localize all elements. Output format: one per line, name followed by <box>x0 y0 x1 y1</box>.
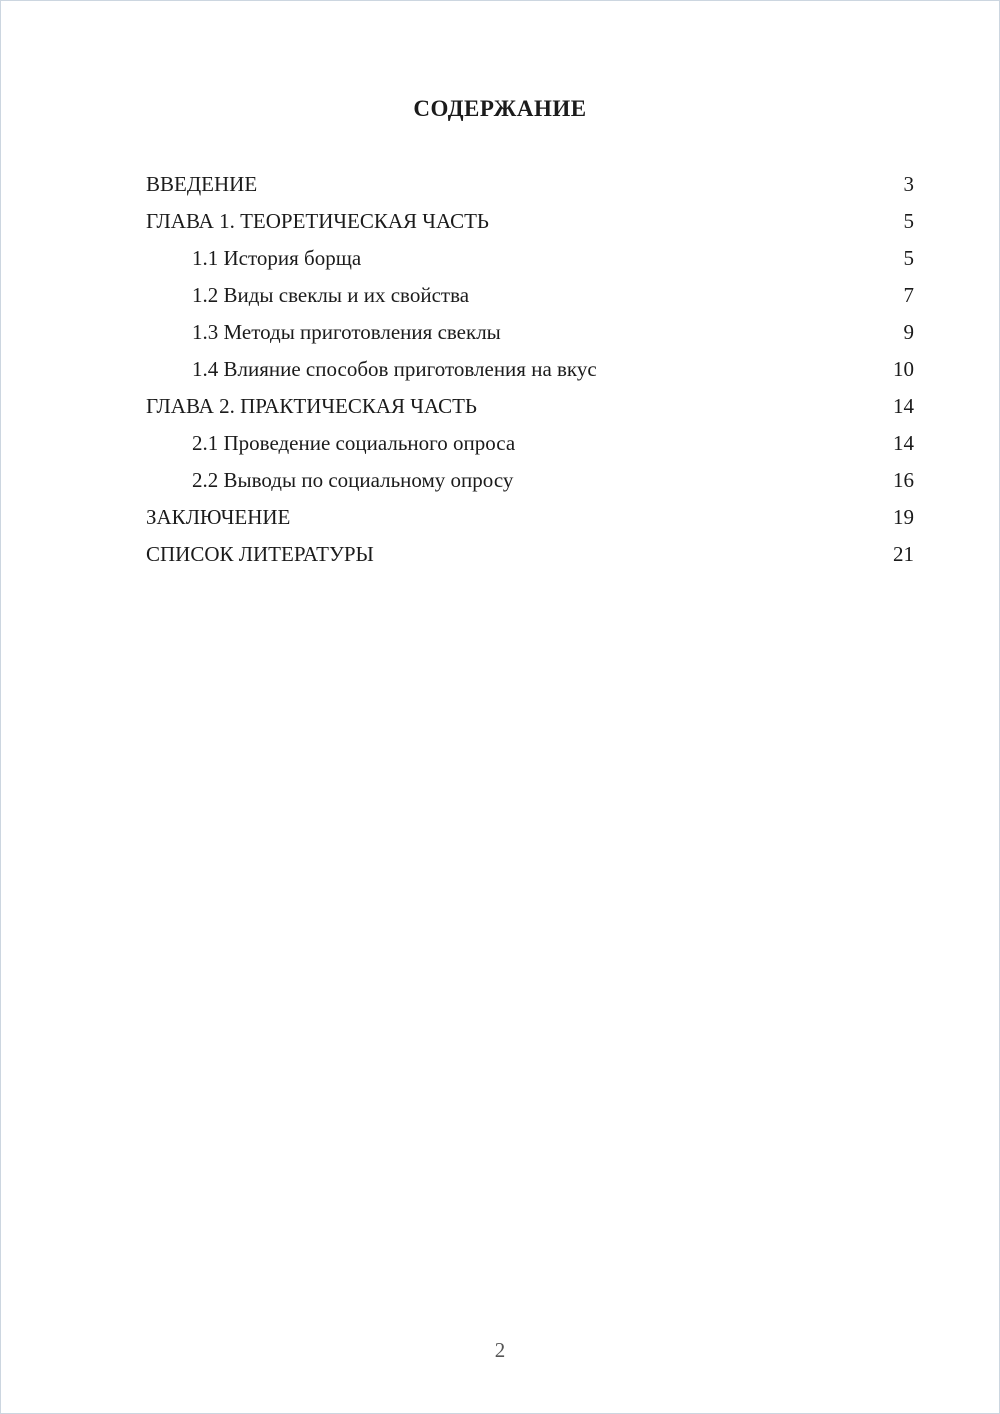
toc-entry-glava-2 <box>146 388 914 425</box>
toc-entry-zaklyuchenie <box>146 499 914 536</box>
table-of-contents <box>146 166 914 573</box>
toc-entry-page: 9 <box>903 320 914 344</box>
toc-entry-page: 5 <box>903 209 914 233</box>
toc-entry-1-1 <box>146 240 914 277</box>
toc-entry-label: 1.2 Виды свеклы и их свойства <box>192 283 470 307</box>
toc-entry-page: 19 <box>893 505 914 529</box>
toc-entry-page: 7 <box>903 283 914 307</box>
toc-entry-page: 16 <box>893 468 914 492</box>
toc-entry-label: 1.4 Влияние способов приготовления на вкус <box>192 357 597 381</box>
toc-entry-page: 10 <box>893 357 914 381</box>
toc-entry-label: ГЛАВА 2. ПРАКТИЧЕСКАЯ ЧАСТЬ <box>146 394 477 418</box>
toc-entry-label: ВВЕДЕНИЕ <box>146 172 258 196</box>
toc-entry-1-3 <box>146 314 914 351</box>
toc-entry-page: 21 <box>893 542 914 566</box>
toc-entry-spisok-literatury <box>146 536 914 573</box>
toc-entry-1-2 <box>146 277 914 314</box>
page-number-footer: 2 <box>494 1338 506 1362</box>
toc-entry-2-1 <box>146 425 914 462</box>
toc-entry-label: 2.1 Проведение социального опроса <box>192 431 516 455</box>
page-title: СОДЕРЖАНИЕ <box>413 96 587 121</box>
toc-entry-2-2 <box>146 462 914 499</box>
toc-entry-page: 14 <box>893 394 914 418</box>
toc-entry-vvedenie <box>146 166 914 203</box>
toc-entry-page: 3 <box>903 172 914 196</box>
toc-entry-label: 1.1 История борща <box>192 246 362 270</box>
toc-entry-page: 5 <box>903 246 914 270</box>
toc-entry-page: 14 <box>893 431 914 455</box>
toc-entry-glava-1 <box>146 203 914 240</box>
toc-entry-label: ГЛАВА 1. ТЕОРЕТИЧЕСКАЯ ЧАСТЬ <box>146 209 489 233</box>
toc-entry-label: 1.3 Методы приготовления свеклы <box>192 320 501 344</box>
toc-entry-label: 2.2 Выводы по социальному опросу <box>192 468 514 492</box>
toc-entry-label: СПИСОК ЛИТЕРАТУРЫ <box>146 542 374 566</box>
toc-entry-label: ЗАКЛЮЧЕНИЕ <box>146 505 291 529</box>
toc-entry-1-4 <box>146 351 914 388</box>
